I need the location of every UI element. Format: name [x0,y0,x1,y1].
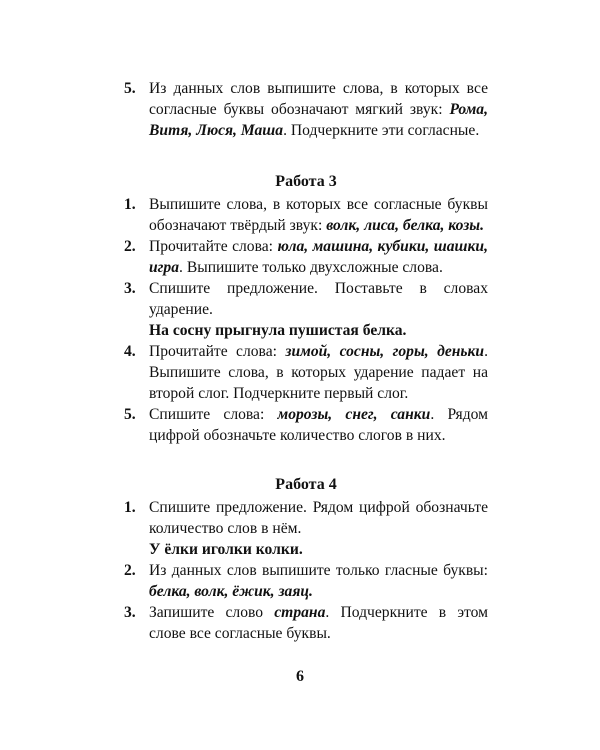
task-text: Спишите слова: морозы, снег, санки. Рядом цифрой обозначьте количество слогов в них. [149,406,489,444]
task-words: зимой, сосны, горы, деньки [285,343,485,360]
task-text: Выпишите слова, в которых все согласные буквы обозначают твёрдый звук: волк, лиса, белка, козы. [149,196,488,234]
task-words: белка, волк, ёжик, заяц. [149,583,313,600]
task-number: 3. [124,280,136,297]
work3-task-4 [124,341,488,404]
task-text: Запишите слово страна. Подчеркните в этом слове все согласные буквы. [149,604,489,642]
task-text: Прочитайте слова: юла, машина, кубики, шашки, игра. Выпишите только двухсложные слова. [149,238,489,276]
task-text: Спишите предложение. Рядом цифрой обозначьте количество слов в нём. [149,499,488,537]
work3-task-5 [124,404,488,446]
task-text: Из данных слов выпишите только гласные буквы: белка, волк, ёжик, заяц. [149,562,488,600]
work4-task-1 [124,497,488,539]
task-words: страна [274,604,326,621]
copy-sentence: На сосну прыгнула пушистая белка. [149,322,407,339]
task-5-prev [124,78,488,141]
work3-task-1 [124,194,488,236]
task-text: Спишите предложение. Поставьте в словах ударение. [149,280,488,318]
work3-task-3 [124,278,488,320]
task-number: 3. [124,604,136,621]
section-title-work-4: Работа 4 [275,476,337,493]
task-number: 2. [124,238,136,255]
task-text: Из данных слов выпишите слова, в которых все согласные буквы обозначают мягкий звук: Рома, Витя, Люся, Маша. Подчеркните эти согласные. [149,80,488,139]
page-content [124,78,488,644]
task-words: юла, машина, кубики, шашки, игра [149,238,489,276]
task-words: волк, лиса, белка, козы. [326,217,484,234]
task-text: Прочитайте слова: зимой, сосны, горы, деньки. Выпишите слова, в которых ударение падает на второй слог. Подчеркните первый слог. [149,343,489,402]
task-number: 4. [124,343,136,360]
task-words: Рома, Витя, Люся, Маша [149,101,488,139]
task-number: 1. [124,499,136,516]
section-title-work-3: Работа 3 [275,173,337,190]
task-words: морозы, снег, санки [277,406,431,423]
page-number: 6 [296,668,304,685]
work4-task-2 [124,560,488,602]
copy-sentence: У ёлки иголки колки. [149,541,303,558]
task-number: 5. [124,80,136,97]
task-number: 1. [124,196,136,213]
work4-task-3 [124,602,488,644]
task-number: 2. [124,562,136,579]
task-number: 5. [124,406,136,423]
work3-task-2 [124,236,488,278]
